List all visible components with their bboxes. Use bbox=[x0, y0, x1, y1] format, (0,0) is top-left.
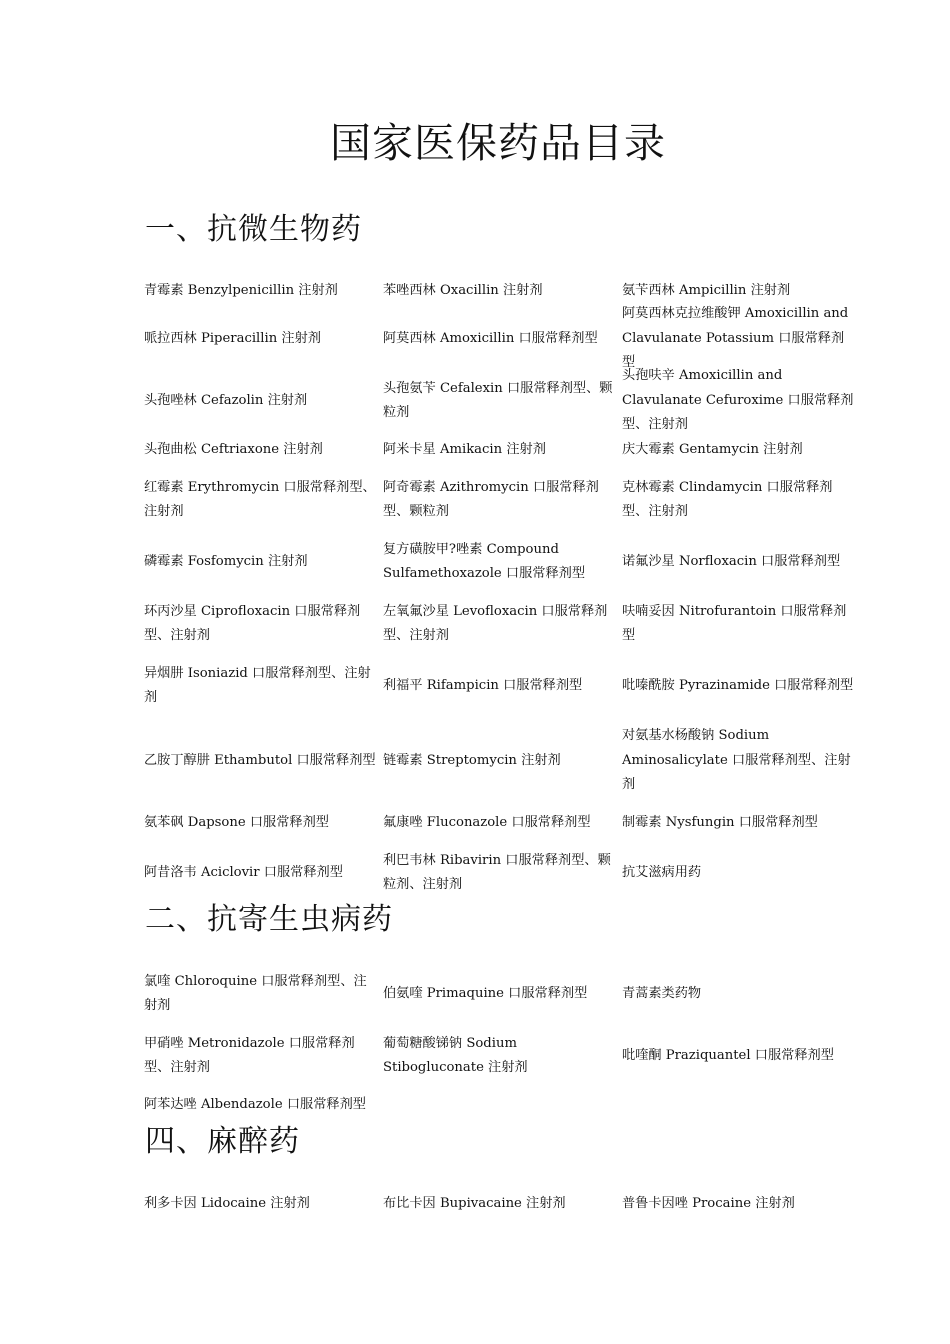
drug-cell: 克林霉素 Clindamycin 口服常释剂型、注射剂 bbox=[622, 479, 833, 519]
drug-cell: 乙胺丁醇肼 Ethambutol 口服常释剂型 bbox=[144, 752, 376, 768]
drug-cell: 葡萄糖酸锑钠 Sodium Stibogluconate 注射剂 bbox=[383, 1035, 528, 1075]
drug-cell: 红霉素 Erythromycin 口服常释剂型、注射剂 bbox=[144, 479, 376, 519]
drug-cell: 哌拉西林 Piperacillin 注射剂 bbox=[144, 330, 321, 346]
section-heading-antiparasitic: 二、抗寄生虫病药 bbox=[145, 902, 393, 937]
drug-cell: 异烟肼 Isoniazid 口服常释剂型、注射剂 bbox=[144, 665, 371, 705]
drug-cell: 阿莫西林克拉维酸钾 Amoxicillin and Clavulanate Potassium 口服常释剂型 bbox=[622, 306, 849, 371]
drug-cell bbox=[622, 1087, 858, 1124]
drug-cell: 氨苯砜 Dapsone 口服常释剂型 bbox=[144, 815, 329, 831]
drug-cell: 吡喹酮 Praziquantel 口服常释剂型 bbox=[622, 1047, 834, 1063]
drug-cell: 制霉素 Nysfungin 口服常释剂型 bbox=[622, 815, 818, 831]
drug-table-antimicrobial bbox=[144, 274, 864, 904]
drug-cell: 抗艾滋病用药 bbox=[622, 864, 702, 880]
section-heading-antimicrobial: 一、抗微生物药 bbox=[145, 212, 362, 247]
drug-cell: 阿莫西林 Amoxicillin 口服常释剂型 bbox=[383, 330, 598, 346]
drug-cell: 甲硝唑 Metronidazole 口服常释剂型、注射剂 bbox=[144, 1035, 355, 1075]
drug-cell: 诺氟沙星 Norfloxacin 口服常释剂型 bbox=[622, 553, 841, 569]
drug-cell: 苯唑西林 Oxacillin 注射剂 bbox=[383, 282, 543, 298]
drug-cell: 阿奇霉素 Azithromycin 口服常释剂型、颗粒剂 bbox=[383, 479, 599, 519]
drug-cell: 利福平 Rifampicin 口服常释剂型 bbox=[383, 677, 583, 693]
drug-cell: 头孢呋辛 Amoxicillin and Clavulanate Cefuroxime 口服常释剂型、注射剂 bbox=[622, 368, 854, 433]
drug-cell: 氯喹 Chloroquine 口服常释剂型、注射剂 bbox=[144, 973, 367, 1013]
drug-cell: 左氧氟沙星 Levofloxacin 口服常释剂型、注射剂 bbox=[383, 603, 608, 643]
drug-cell: 利巴韦林 Ribavirin 口服常释剂型、颗粒剂、注射剂 bbox=[383, 852, 611, 892]
drug-cell: 链霉素 Streptomycin 注射剂 bbox=[383, 752, 561, 768]
drug-cell: 复方磺胺甲?唑素 Compound Sulfamethoxazole 口服常释剂型 bbox=[383, 541, 586, 581]
drug-cell: 环丙沙星 Ciprofloxacin 口服常释剂型、注射剂 bbox=[144, 603, 361, 643]
drug-cell: 头孢曲松 Ceftriaxone 注射剂 bbox=[144, 442, 323, 458]
drug-cell: 阿苯达唑 Albendazole 口服常释剂型 bbox=[144, 1097, 366, 1113]
drug-cell: 利多卡因 Lidocaine 注射剂 bbox=[144, 1195, 310, 1211]
drug-cell: 吡嗪酰胺 Pyrazinamide 口服常释剂型 bbox=[622, 677, 854, 693]
drug-cell: 青霉素 Benzylpenicillin 注射剂 bbox=[144, 282, 338, 298]
drug-table-antiparasitic bbox=[144, 963, 864, 1124]
drug-cell: 阿米卡星 Amikacin 注射剂 bbox=[383, 442, 546, 458]
page-title: 国家医保药品目录 bbox=[330, 119, 666, 167]
drug-cell: 头孢唑林 Cefazolin 注射剂 bbox=[144, 392, 308, 408]
drug-cell bbox=[383, 1087, 622, 1124]
drug-cell: 伯氨喹 Primaquine 口服常释剂型 bbox=[383, 985, 588, 1001]
section-heading-anesthetics: 四、麻醉药 bbox=[145, 1124, 300, 1159]
drug-cell: 氨苄西林 Ampicillin 注射剂 bbox=[622, 282, 791, 298]
drug-cell: 磷霉素 Fosfomycin 注射剂 bbox=[144, 553, 308, 569]
drug-cell: 青蒿素类药物 bbox=[622, 985, 702, 1001]
drug-cell: 普鲁卡因唑 Procaine 注射剂 bbox=[622, 1195, 795, 1211]
drug-cell: 布比卡因 Bupivacaine 注射剂 bbox=[383, 1195, 566, 1211]
drug-cell: 阿昔洛韦 Aciclovir 口服常释剂型 bbox=[144, 864, 343, 880]
drug-cell: 对氨基水杨酸钠 Sodium Aminosalicylate 口服常释剂型、注射剂 bbox=[622, 728, 851, 793]
drug-cell: 庆大霉素 Gentamycin 注射剂 bbox=[622, 442, 803, 458]
drug-cell: 氟康唑 Fluconazole 口服常释剂型 bbox=[383, 815, 591, 831]
drug-cell: 头孢氨苄 Cefalexin 口服常释剂型、颗粒剂 bbox=[383, 380, 613, 420]
drug-cell: 呋喃妥因 Nitrofurantoin 口服常释剂型 bbox=[622, 603, 847, 643]
drug-table-anesthetics bbox=[144, 1187, 864, 1221]
